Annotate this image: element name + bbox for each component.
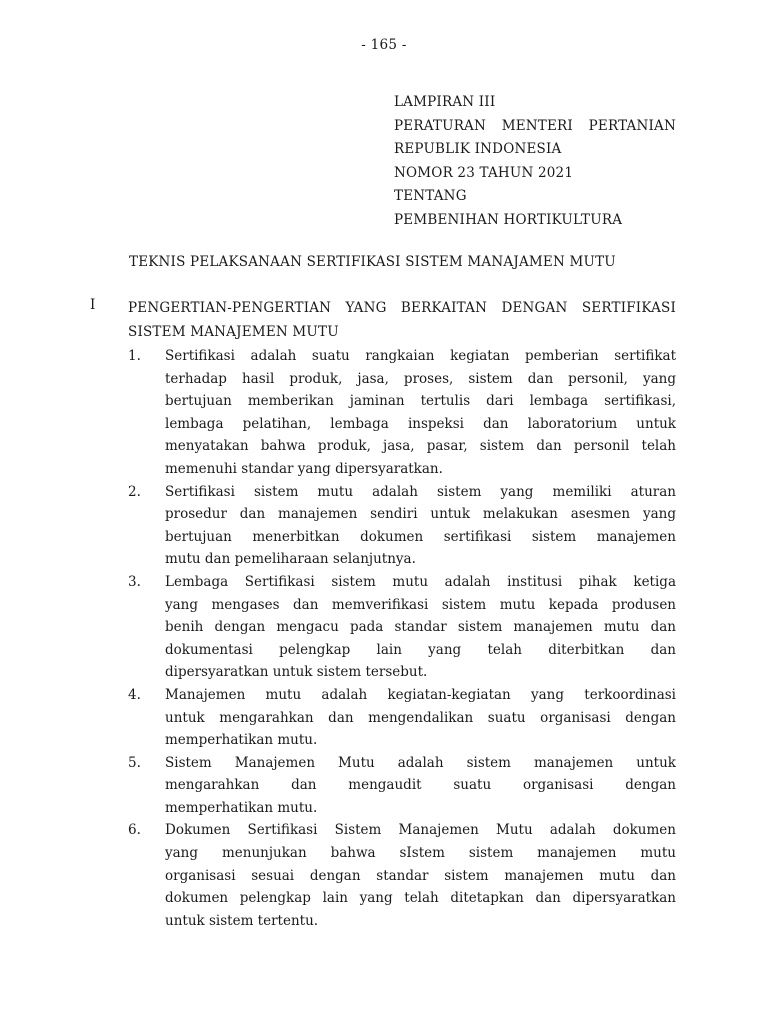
item-number: 2. [128, 483, 141, 500]
document-title: TEKNIS PELAKSANAAN SERTIFIKASI SISTEM MANAJAMEN MUTU [129, 254, 616, 270]
item-line: Sertifikasi adalah suatu rangkaian kegiatan pemberian sertifikat [165, 348, 676, 364]
list-item [128, 481, 676, 571]
item-line: lembaga pelatihan, lembaga inspeksi dan laboratorium untuk [165, 415, 676, 432]
list-item [128, 752, 676, 820]
item-line: yang menunjukan bahwa sIstem sistem manajemen mutu [165, 845, 676, 862]
list-item [128, 684, 676, 752]
item-line: Sertifikasi sistem mutu adalah sistem yang memiliki aturan [165, 483, 676, 500]
section-number: I [90, 297, 96, 313]
item-line: benih dengan mengacu pada standar sistem manajemen mutu dan [165, 619, 676, 636]
item-text [165, 571, 676, 684]
item-line: menyatakan bahwa produk, jasa, pasar, sistem dan personil telah [165, 438, 676, 455]
item-number: 6. [128, 822, 141, 839]
item-text [165, 345, 676, 481]
lampiran-line: REPUBLIK INDONESIA [394, 141, 562, 158]
item-text [165, 819, 676, 932]
item-line: memenuhi standar yang dipersyaratkan. [165, 460, 443, 477]
item-line: bertujuan memberikan jaminan tertulis dari lembaga sertifikasi, [165, 393, 676, 410]
item-line: dokumentasi pelengkap lain yang telah diterbitkan dan [165, 641, 676, 658]
item-line: memperhatikan mutu. [165, 732, 318, 749]
section-heading-line: PENGERTIAN-PENGERTIAN YANG BERKAITAN DENGAN SERTIFIKASI [128, 300, 676, 316]
list-item [128, 345, 676, 481]
item-number: 3. [128, 573, 141, 590]
lampiran-line: NOMOR 23 TAHUN 2021 [394, 164, 574, 181]
item-line: mutu dan pemeliharaan selanjutnya. [165, 551, 416, 568]
item-number: 1. [128, 348, 141, 364]
lampiran-line: LAMPIRAN III [394, 94, 496, 110]
item-line: bertujuan menerbitkan dokumen sertifikasi sistem manajemen [165, 528, 676, 545]
item-line: dipersyaratkan untuk sistem tersebut. [165, 664, 428, 681]
item-line: untuk sistem tertentu. [165, 912, 319, 929]
item-text [165, 481, 676, 571]
lampiran-header [394, 91, 676, 233]
item-line: Dokumen Sertifikasi Sistem Manajemen Mutu adalah dokumen [165, 822, 676, 839]
item-line: terhadap hasil produk, jasa, proses, sistem dan personil, yang [165, 370, 676, 387]
item-line: memperhatikan mutu. [165, 799, 318, 816]
item-line: yang mengases dan memverifikasi sistem mutu kepada produsen [165, 596, 676, 613]
list-item [128, 571, 676, 684]
page-number: - 165 - [361, 37, 407, 53]
lampiran-line: PEMBENIHAN HORTIKULTURA [394, 211, 623, 228]
item-line: Lembaga Sertifikasi sistem mutu adalah institusi pihak ketiga [165, 573, 676, 590]
section-heading [128, 297, 676, 344]
item-line: dokumen pelengkap lain yang telah ditetapkan dan dipersyaratkan [165, 890, 676, 907]
item-number: 5. [128, 754, 141, 771]
lampiran-line: TENTANG [394, 188, 467, 205]
item-line: organisasi sesuai dengan standar sistem manajemen mutu dan [165, 867, 676, 884]
item-line: mengarahkan dan mengaudit suatu organisasi dengan [165, 777, 676, 794]
item-line: prosedur dan manajemen sendiri untuk melakukan asesmen yang [165, 506, 676, 523]
definition-list [128, 345, 676, 932]
item-line: untuk mengarahkan dan mengendalikan suatu organisasi dengan [165, 709, 676, 726]
item-text [165, 752, 676, 820]
item-line: Sistem Manajemen Mutu adalah sistem manajemen untuk [165, 754, 676, 771]
item-line: Manajemen mutu adalah kegiatan-kegiatan yang terkoordinasi [165, 686, 676, 703]
item-text [165, 684, 676, 752]
section-heading-line: SISTEM MANAJEMEN MUTU [128, 323, 339, 340]
item-number: 4. [128, 686, 141, 703]
lampiran-line: PERATURAN MENTERI PERTANIAN [394, 117, 676, 134]
list-item [128, 819, 676, 932]
